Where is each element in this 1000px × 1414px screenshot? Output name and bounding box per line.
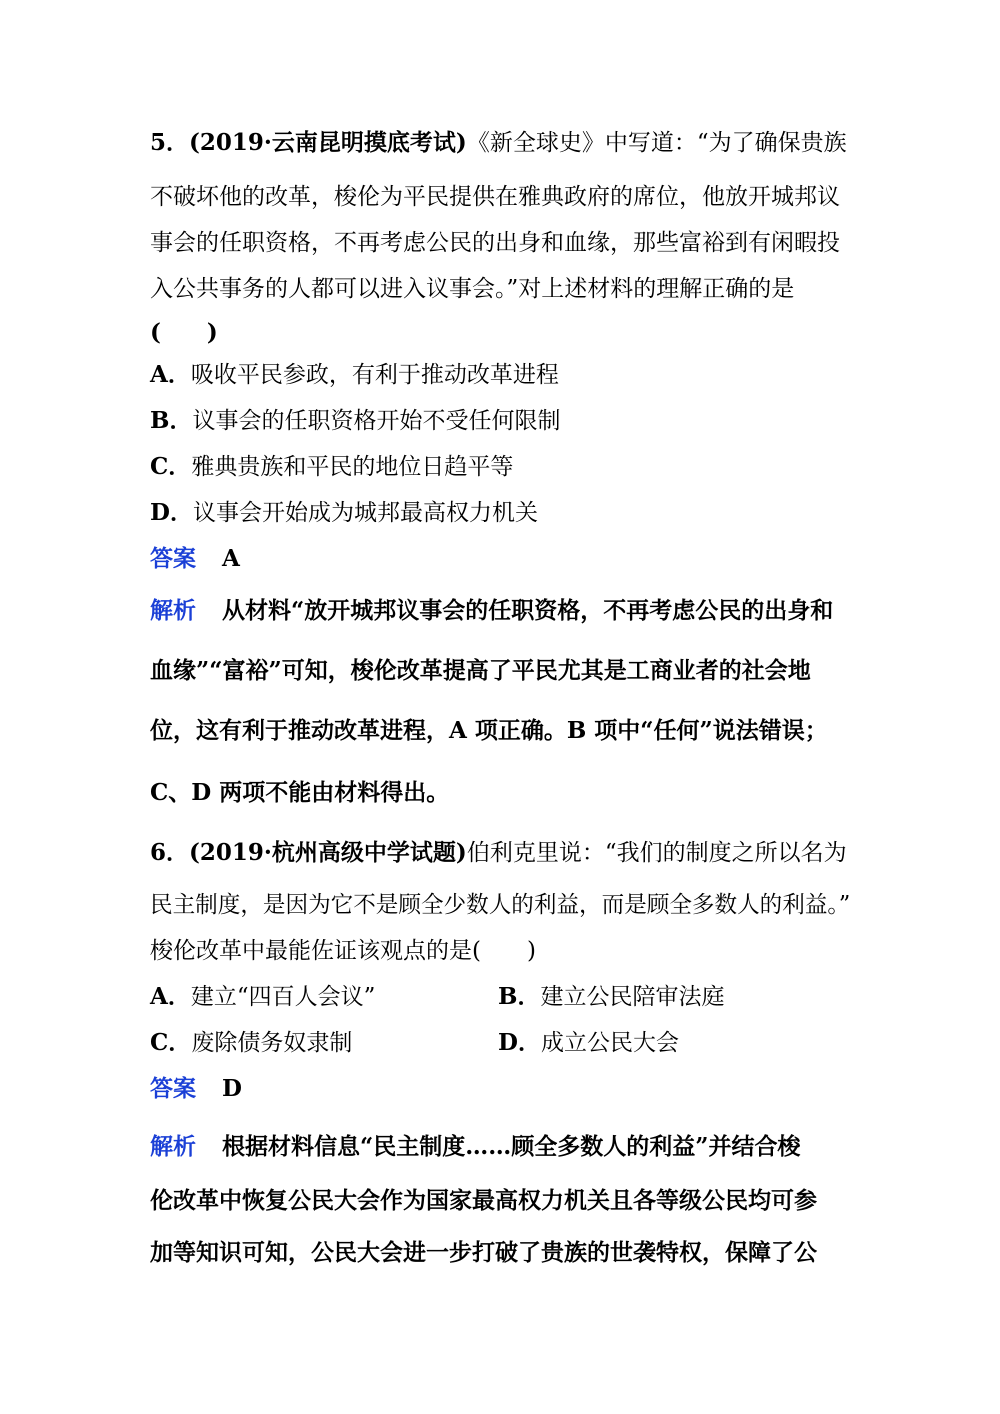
- q6-option-d: [498, 1028, 679, 1058]
- q5-stem-line-4: 入公共事务的人都可以进入议事会。”对上述材料的理解正确的是: [150, 276, 795, 302]
- option-letter: C．: [150, 1029, 192, 1056]
- analysis-label: 解析: [150, 597, 196, 624]
- option-letter: B．: [150, 407, 193, 434]
- q5-analysis-line-2: 血缘”“富裕”可知，梭伦改革提高了平民尤其是工商业者的社会地: [150, 657, 811, 684]
- q6-answer: [150, 1074, 242, 1104]
- answer-value: D: [222, 1075, 242, 1102]
- q6-analysis-line-2: 伦改革中恢复公民大会作为国家最高权力机关且各等级公民均可参: [150, 1187, 817, 1214]
- option-letter: D．: [150, 499, 193, 526]
- analysis-text: 根据材料信息“民主制度……顾全多数人的利益”并结合梭: [222, 1133, 801, 1160]
- q5-analysis-line-3: 位，这有利于推动改革进程，A 项正确。B 项中“任何”说法错误；: [150, 717, 828, 744]
- q6-options-row-1: [150, 982, 725, 1012]
- option-text: 议事会的任职资格开始不受任何限制: [192, 408, 561, 434]
- q5-answer: [150, 544, 240, 574]
- q5-source: (2019·云南昆明摸底考试): [189, 129, 467, 156]
- option-letter: A．: [150, 983, 191, 1010]
- q6-stem-line-3: 梭伦改革中最能佐证该观点的是( ): [150, 938, 536, 964]
- option-letter: A．: [150, 361, 191, 388]
- option-text: 吸收平民参政，有利于推动改革进程: [190, 362, 559, 388]
- q6-options-row-2: [150, 1028, 679, 1058]
- answer-label: 答案: [150, 545, 196, 572]
- q5-option-d: [150, 498, 538, 528]
- analysis-label: 解析: [150, 1133, 196, 1160]
- option-text: 建立公民陪审法庭: [540, 984, 725, 1010]
- q6-source: (2019·杭州高级中学试题): [189, 839, 467, 866]
- q5-analysis-line-1: [150, 596, 833, 626]
- q5-stem-line-3: 事会的任职资格，不再考虑公民的出身和血缘，那些富裕到有闲暇投: [150, 230, 840, 256]
- answer-value: A: [222, 545, 240, 572]
- q5-stem-text: 《新全球史》中写道：“为了确保贵族: [466, 130, 847, 156]
- option-letter: B．: [498, 983, 541, 1010]
- q6-number: 6．: [150, 839, 190, 866]
- q6-option-c: [150, 1030, 352, 1056]
- q5-option-b: [150, 406, 560, 436]
- q6-option-a: [150, 984, 375, 1010]
- q5-number: 5．: [150, 129, 190, 156]
- q5-option-a: [150, 360, 559, 390]
- q6-analysis-line-1: [150, 1132, 800, 1162]
- q6-stem-line-1: [150, 838, 847, 868]
- q5-option-c: [150, 452, 513, 482]
- option-text: 建立“四百人会议”: [190, 984, 376, 1010]
- q5-answer-blank: ( ): [150, 319, 218, 346]
- analysis-text: 从材料“放开城邦议事会的任职资格，不再考虑公民的出身和: [222, 597, 834, 624]
- q5-stem-line-2: 不破坏他的改革，梭伦为平民提供在雅典政府的席位，他放开城邦议: [150, 184, 840, 210]
- q6-stem-line-2: 民主制度，是因为它不是顾全少数人的利益，而是顾全多数人的利益。”: [150, 892, 851, 918]
- q5-stem-line-1: [150, 128, 847, 158]
- option-text: 雅典贵族和平民的地位日趋平等: [191, 454, 514, 480]
- q6-stem-text: 伯利克里说：“我们的制度之所以名为: [466, 840, 847, 866]
- q5-analysis-line-4: C、D 两项不能由材料得出。: [150, 779, 450, 806]
- option-text: 成立公民大会: [540, 1030, 679, 1056]
- option-letter: C．: [150, 453, 192, 480]
- answer-label: 答案: [150, 1075, 196, 1102]
- q6-analysis-line-3: 加等知识可知，公民大会进一步打破了贵族的世袭特权，保障了公: [150, 1239, 817, 1266]
- option-text: 废除债务奴隶制: [191, 1030, 353, 1056]
- option-letter: D．: [498, 1029, 541, 1056]
- option-text: 议事会开始成为城邦最高权力机关: [192, 500, 538, 526]
- q6-option-b: [498, 982, 724, 1012]
